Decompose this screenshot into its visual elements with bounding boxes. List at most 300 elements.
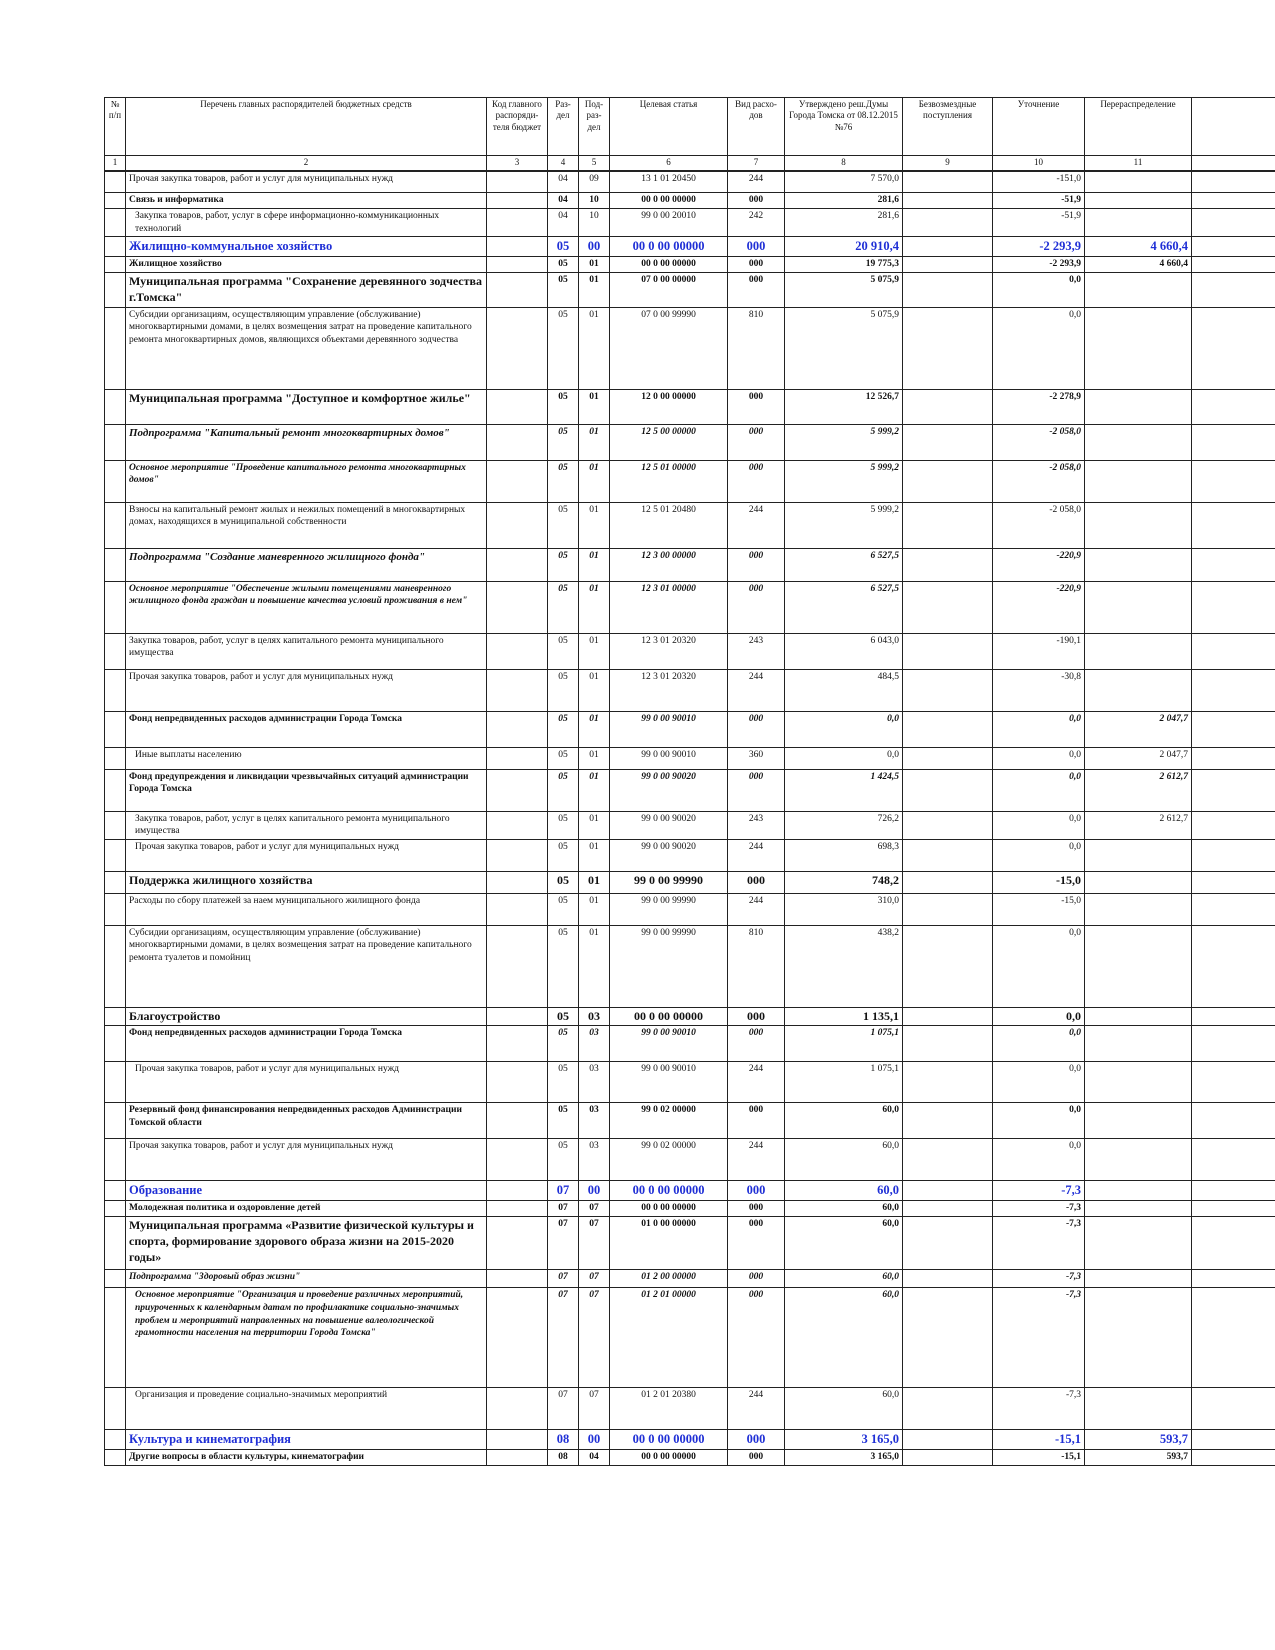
row-target-item: 99 0 00 99990 [610,871,728,893]
table-row [105,272,1275,307]
row-donations [903,581,993,633]
row-redistribution [1085,209,1192,237]
row-refinement: -7,3 [993,1181,1085,1201]
row-next-column-edge [1192,193,1275,209]
row-subsection: 01 [579,839,610,871]
table-row [105,1270,1275,1288]
row-number [105,1026,126,1062]
row-section: 07 [548,1181,579,1201]
row-target-item: 99 0 00 90010 [610,747,728,769]
table-row [105,1388,1275,1430]
row-donations [903,237,993,257]
row-donations [903,769,993,811]
row-section: 05 [548,1103,579,1139]
row-donations [903,871,993,893]
row-expense-type: 243 [728,811,785,839]
column-number: 5 [579,156,610,171]
row-donations [903,256,993,272]
row-approved: 5 075,9 [785,272,903,307]
row-donations [903,1288,993,1388]
row-section: 04 [548,209,579,237]
row-subsection: 03 [579,1139,610,1181]
row-name: Подпрограмма "Капитальный ремонт многоквартирных домов" [126,424,487,460]
header-approved: Утверждено реш.Думы Города Томска от 08.12.2015 №76 [785,98,903,156]
row-section: 04 [548,193,579,209]
row-refinement: -30,8 [993,669,1085,711]
row-section: 05 [548,925,579,1007]
header-redistribution: Перераспределение [1085,98,1192,156]
row-name: Фонд предупреждения и ликвидации чрезвычайных ситуаций администрации Города Томска [126,769,487,811]
row-approved: 6 527,5 [785,581,903,633]
row-number [105,256,126,272]
row-redistribution [1085,389,1192,424]
row-number [105,1007,126,1026]
row-expense-type: 000 [728,256,785,272]
table-row [105,581,1275,633]
row-redistribution [1085,272,1192,307]
row-target-item: 12 3 01 20320 [610,633,728,669]
row-distributor-code [487,1026,548,1062]
row-subsection: 01 [579,272,610,307]
row-donations [903,711,993,747]
row-number [105,1103,126,1139]
row-approved: 19 775,3 [785,256,903,272]
row-approved: 438,2 [785,925,903,1007]
column-number: 10 [993,156,1085,171]
row-number [105,272,126,307]
row-subsection: 01 [579,925,610,1007]
row-subsection: 03 [579,1007,610,1026]
row-donations [903,633,993,669]
row-refinement: -51,9 [993,209,1085,237]
row-target-item: 07 0 00 00000 [610,272,728,307]
row-name: Закупка товаров, работ, услуг в целях капитального ремонта муниципального имущества [126,811,487,839]
row-subsection: 07 [579,1288,610,1388]
row-refinement: 0,0 [993,811,1085,839]
row-expense-type: 000 [728,1181,785,1201]
row-refinement: -220,9 [993,548,1085,581]
header-section: Раз-дел [548,98,579,156]
row-approved: 5 999,2 [785,502,903,548]
row-distributor-code [487,1217,548,1270]
row-redistribution [1085,839,1192,871]
row-refinement: 0,0 [993,747,1085,769]
row-refinement: 0,0 [993,1062,1085,1103]
header-row [105,98,1275,156]
row-next-column-edge [1192,1062,1275,1103]
row-donations [903,1201,993,1217]
row-number [105,193,126,209]
row-target-item: 01 2 00 00000 [610,1270,728,1288]
row-approved: 60,0 [785,1288,903,1388]
row-approved: 3 165,0 [785,1430,903,1450]
row-target-item: 99 0 02 00000 [610,1139,728,1181]
row-expense-type: 000 [728,460,785,502]
row-subsection: 01 [579,502,610,548]
row-name: Жилищно-коммунальное хозяйство [126,237,487,257]
row-approved: 281,6 [785,209,903,237]
row-redistribution: 2 047,7 [1085,711,1192,747]
row-approved: 0,0 [785,747,903,769]
row-subsection: 09 [579,171,610,193]
row-number [105,711,126,747]
row-approved: 60,0 [785,1388,903,1430]
row-target-item: 13 1 01 20450 [610,171,728,193]
row-section: 05 [548,893,579,925]
row-next-column-edge [1192,460,1275,502]
row-donations [903,1007,993,1026]
row-name: Поддержка жилищного хозяйства [126,871,487,893]
row-name: Жилищное хозяйство [126,256,487,272]
row-redistribution [1085,424,1192,460]
row-distributor-code [487,209,548,237]
row-donations [903,1181,993,1201]
row-target-item: 00 0 00 00000 [610,1007,728,1026]
row-subsection: 01 [579,747,610,769]
row-approved: 1 135,1 [785,1007,903,1026]
budget-table-sheet [104,97,1275,1466]
row-approved: 1 075,1 [785,1062,903,1103]
table-row [105,747,1275,769]
row-name: Основное мероприятие "Организация и проведение различных мероприятий, приуроченных к календарным датам по профилактике социально-значимых проблем и мероприятий направленных на повышение валеологической грамотности населения на территории Города Томска" [126,1288,487,1388]
row-name: Муниципальная программа «Развитие физической культуры и спорта, формирование здорового образа жизни на 2015-2020 годы» [126,1217,487,1270]
row-donations [903,811,993,839]
row-refinement: 0,0 [993,272,1085,307]
row-approved: 3 165,0 [785,1449,903,1465]
row-redistribution: 593,7 [1085,1430,1192,1450]
row-section: 05 [548,424,579,460]
column-number: 3 [487,156,548,171]
row-redistribution [1085,193,1192,209]
row-subsection: 01 [579,871,610,893]
row-donations [903,171,993,193]
row-next-column-edge [1192,1388,1275,1430]
row-refinement: -2 058,0 [993,502,1085,548]
row-target-item: 99 0 00 90010 [610,711,728,747]
row-number [105,581,126,633]
row-section: 05 [548,1139,579,1181]
row-refinement: -15,0 [993,893,1085,925]
row-section: 04 [548,171,579,193]
row-section: 05 [548,256,579,272]
row-refinement: -190,1 [993,633,1085,669]
row-next-column-edge [1192,1103,1275,1139]
table-row [105,1288,1275,1388]
row-distributor-code [487,272,548,307]
row-section: 05 [548,633,579,669]
row-name: Другие вопросы в области культуры, кинематографии [126,1449,487,1465]
row-number [105,209,126,237]
row-name: Прочая закупка товаров, работ и услуг для муниципальных нужд [126,171,487,193]
row-refinement: -2 278,9 [993,389,1085,424]
row-number [105,769,126,811]
row-refinement: -2 058,0 [993,424,1085,460]
row-target-item: 12 3 01 00000 [610,581,728,633]
row-redistribution: 4 660,4 [1085,237,1192,257]
row-expense-type: 000 [728,272,785,307]
row-expense-type: 000 [728,1007,785,1026]
row-approved: 60,0 [785,1139,903,1181]
table-row [105,193,1275,209]
row-refinement: -7,3 [993,1388,1085,1430]
row-donations [903,669,993,711]
row-next-column-edge [1192,237,1275,257]
table-row [105,1139,1275,1181]
row-redistribution: 4 660,4 [1085,256,1192,272]
row-subsection: 01 [579,893,610,925]
row-subsection: 04 [579,1449,610,1465]
row-distributor-code [487,925,548,1007]
row-target-item: 00 0 00 00000 [610,256,728,272]
row-section: 07 [548,1270,579,1288]
row-name: Прочая закупка товаров, работ и услуг для муниципальных нужд [126,669,487,711]
row-number [105,1181,126,1201]
table-row [105,839,1275,871]
row-donations [903,1026,993,1062]
row-target-item: 00 0 00 00000 [610,1430,728,1450]
row-redistribution: 2 612,7 [1085,769,1192,811]
row-refinement: -51,9 [993,193,1085,209]
row-expense-type: 244 [728,1388,785,1430]
header-donations: Безвозмездные поступления [903,98,993,156]
row-name: Муниципальная программа "Сохранение деревянного зодчества г.Томска" [126,272,487,307]
row-name: Закупка товаров, работ, услуг в сфере информационно-коммуникационных технологий [126,209,487,237]
row-name: Фонд непредвиденных расходов администрации Города Томска [126,1026,487,1062]
row-refinement: 0,0 [993,1139,1085,1181]
row-expense-type: 000 [728,711,785,747]
row-approved: 6 043,0 [785,633,903,669]
row-donations [903,502,993,548]
row-subsection: 07 [579,1270,610,1288]
row-number [105,669,126,711]
row-section: 05 [548,237,579,257]
row-expense-type: 000 [728,237,785,257]
row-expense-type: 000 [728,1270,785,1288]
row-redistribution [1085,1217,1192,1270]
row-expense-type: 000 [728,1103,785,1139]
row-subsection: 00 [579,1181,610,1201]
column-number: 2 [126,156,487,171]
table-row [105,811,1275,839]
row-approved: 698,3 [785,839,903,871]
table-row [105,1217,1275,1270]
row-donations [903,1388,993,1430]
row-distributor-code [487,193,548,209]
column-number: 7 [728,156,785,171]
table-row [105,1007,1275,1026]
row-section: 05 [548,871,579,893]
row-refinement: -7,3 [993,1201,1085,1217]
row-number [105,633,126,669]
table-row [105,893,1275,925]
row-expense-type: 244 [728,171,785,193]
row-next-column-edge [1192,925,1275,1007]
row-section: 05 [548,1062,579,1103]
column-number: 11 [1085,156,1192,171]
row-name: Субсидии организациям, осуществляющим управление (обслуживание) многоквартирными домами, в целях возмещения затрат на проведение капитального ремонта многоквартирных домов, являющихся объектами деревянного зодчества [126,307,487,389]
row-target-item: 99 0 00 90010 [610,1026,728,1062]
row-approved: 12 526,7 [785,389,903,424]
row-redistribution [1085,581,1192,633]
row-section: 07 [548,1288,579,1388]
row-name: Подпрограмма "Создание маневренного жилищного фонда" [126,548,487,581]
row-number [105,747,126,769]
row-refinement: -151,0 [993,171,1085,193]
row-section: 05 [548,811,579,839]
row-target-item: 99 0 00 90010 [610,1062,728,1103]
row-section: 07 [548,1201,579,1217]
row-number [105,424,126,460]
row-section: 05 [548,839,579,871]
table-row [105,460,1275,502]
row-next-column-edge [1192,1270,1275,1288]
row-next-column-edge [1192,581,1275,633]
header-refinement: Уточнение [993,98,1085,156]
row-redistribution [1085,548,1192,581]
row-distributor-code [487,1388,548,1430]
row-next-column-edge [1192,839,1275,871]
row-section: 05 [548,502,579,548]
row-target-item: 12 3 00 00000 [610,548,728,581]
row-number [105,1449,126,1465]
row-expense-type: 000 [728,871,785,893]
row-target-item: 01 0 00 00000 [610,1217,728,1270]
row-section: 05 [548,747,579,769]
table-row [105,548,1275,581]
row-donations [903,925,993,1007]
table-row [105,1430,1275,1450]
row-next-column-edge [1192,1026,1275,1062]
row-section: 08 [548,1430,579,1450]
row-name: Прочая закупка товаров, работ и услуг для муниципальных нужд [126,1062,487,1103]
row-number [105,1062,126,1103]
row-expense-type: 000 [728,581,785,633]
row-next-column-edge [1192,307,1275,389]
table-row [105,871,1275,893]
row-approved: 60,0 [785,1103,903,1139]
row-donations [903,1062,993,1103]
row-next-column-edge [1192,389,1275,424]
row-expense-type: 243 [728,633,785,669]
row-number [105,1430,126,1450]
row-approved: 1 424,5 [785,769,903,811]
header-distributors: Перечень главных распорядителей бюджетных средств [126,98,487,156]
row-subsection: 03 [579,1103,610,1139]
row-distributor-code [487,1201,548,1217]
row-section: 08 [548,1449,579,1465]
row-target-item: 99 0 00 99990 [610,925,728,1007]
row-redistribution [1085,460,1192,502]
row-section: 05 [548,307,579,389]
row-distributor-code [487,1139,548,1181]
row-name: Иные выплаты населению [126,747,487,769]
row-refinement: 0,0 [993,839,1085,871]
row-distributor-code [487,1449,548,1465]
row-number [105,1201,126,1217]
row-name: Прочая закупка товаров, работ и услуг для муниципальных нужд [126,1139,487,1181]
row-subsection: 01 [579,460,610,502]
row-section: 05 [548,548,579,581]
row-redistribution [1085,1062,1192,1103]
row-redistribution [1085,502,1192,548]
row-distributor-code [487,1181,548,1201]
row-target-item: 12 3 01 20320 [610,669,728,711]
row-refinement: -2 293,9 [993,256,1085,272]
row-donations [903,1270,993,1288]
row-refinement: 0,0 [993,1103,1085,1139]
row-next-column-edge [1192,272,1275,307]
row-redistribution [1085,1270,1192,1288]
row-expense-type: 000 [728,1449,785,1465]
row-expense-type: 000 [728,424,785,460]
row-donations [903,1430,993,1450]
row-name: Расходы по сбору платежей за наем муниципального жилищного фонда [126,893,487,925]
row-number [105,1270,126,1288]
row-expense-type: 810 [728,307,785,389]
row-distributor-code [487,633,548,669]
row-target-item: 12 5 01 00000 [610,460,728,502]
row-next-column-edge [1192,548,1275,581]
row-target-item: 99 0 02 00000 [610,1103,728,1139]
row-number [105,871,126,893]
row-distributor-code [487,171,548,193]
row-distributor-code [487,1062,548,1103]
row-refinement: 0,0 [993,769,1085,811]
row-next-column-edge [1192,1449,1275,1465]
row-redistribution [1085,1026,1192,1062]
row-section: 05 [548,769,579,811]
row-name: Основное мероприятие "Проведение капитального ремонта многоквартирных домов" [126,460,487,502]
row-distributor-code [487,769,548,811]
row-subsection: 01 [579,424,610,460]
row-section: 07 [548,1217,579,1270]
row-expense-type: 000 [728,389,785,424]
row-expense-type: 244 [728,502,785,548]
row-redistribution [1085,1388,1192,1430]
row-target-item: 99 0 00 90020 [610,811,728,839]
row-expense-type: 244 [728,669,785,711]
row-distributor-code [487,581,548,633]
row-distributor-code [487,871,548,893]
row-subsection: 10 [579,193,610,209]
row-name: Связь и информатика [126,193,487,209]
row-subsection: 00 [579,237,610,257]
table-row [105,256,1275,272]
row-section: 05 [548,1026,579,1062]
row-name: Фонд непредвиденных расходов администрации Города Томска [126,711,487,747]
row-name: Основное мероприятие "Обеспечение жилыми помещениями маневренного жилищного фонда граждан и повышение качества условий проживания в нем" [126,581,487,633]
row-redistribution [1085,171,1192,193]
row-number [105,389,126,424]
row-distributor-code [487,237,548,257]
row-target-item: 99 0 00 20010 [610,209,728,237]
row-distributor-code [487,893,548,925]
row-section: 05 [548,1007,579,1026]
table-row [105,502,1275,548]
table-row [105,389,1275,424]
row-name: Организация и проведение социально-значимых мероприятий [126,1388,487,1430]
row-name: Образование [126,1181,487,1201]
row-redistribution: 2 047,7 [1085,747,1192,769]
row-refinement: 0,0 [993,711,1085,747]
header-distributor-code: Код главного распоряди-теля бюджет [487,98,548,156]
row-section: 05 [548,581,579,633]
row-number [105,548,126,581]
row-number [105,502,126,548]
row-donations [903,1449,993,1465]
row-next-column-edge [1192,1288,1275,1388]
row-target-item: 07 0 00 99990 [610,307,728,389]
